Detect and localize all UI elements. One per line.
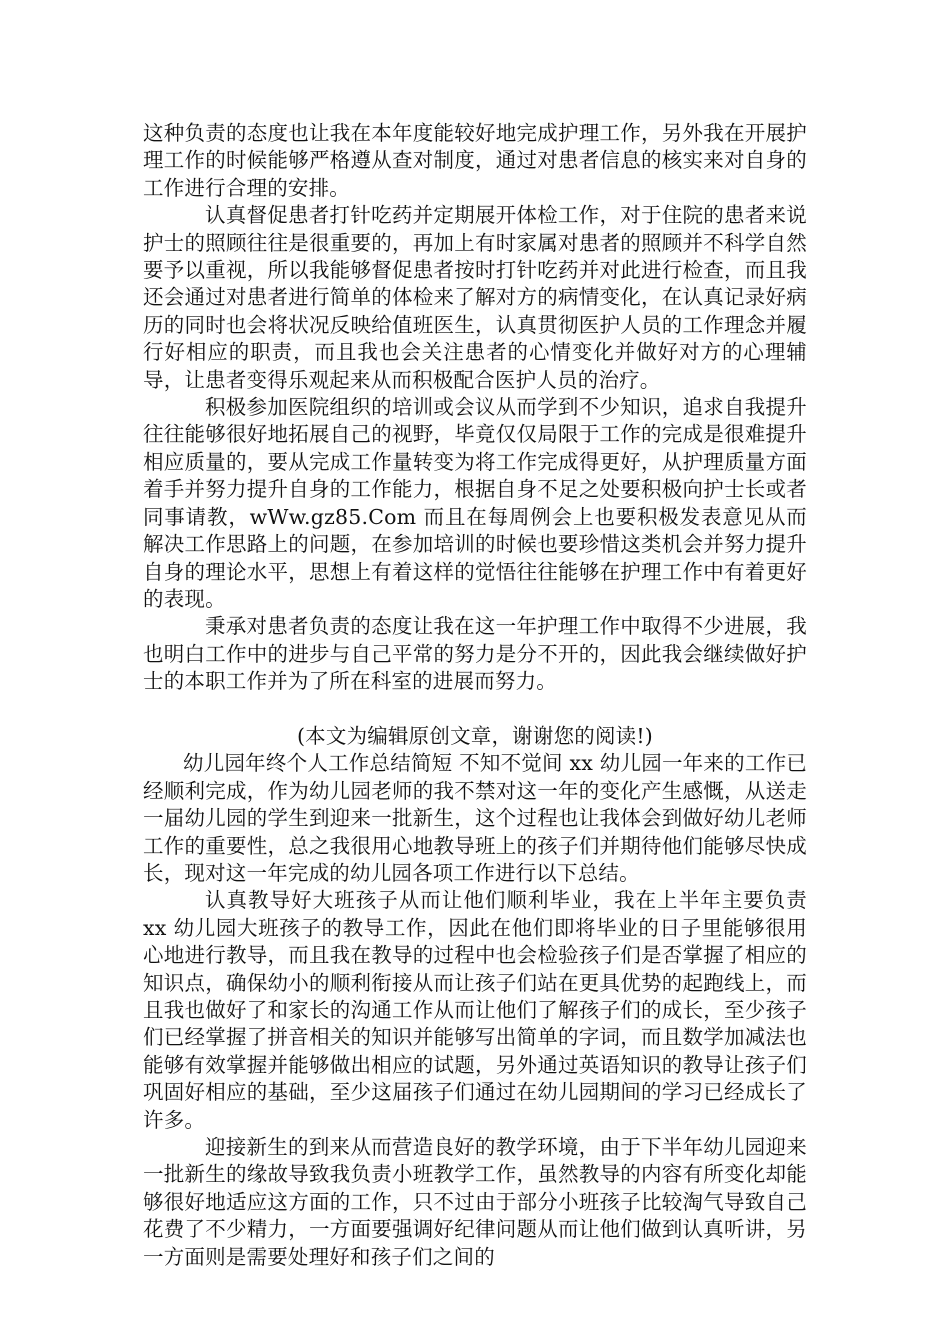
editor-note: (本文为编辑原创文章，谢谢您的阅读!) xyxy=(296,723,654,748)
paragraph: 秉承对患者负责的态度让我在这一年护理工作中取得不少进展，我也明白工作中的进步与自己平常的努力是分不开的，因此我会继续做好护士的本职工作并为了所在科室的进展而努力。 xyxy=(143,614,807,694)
paragraph: 这种负责的态度也让我在本年度能较好地完成护理工作，另外我在开展护理工作的时候能够严格遵从查对制度，通过对患者信息的核实来对自身的工作进行合理的安排。 xyxy=(143,121,807,200)
paragraph: 认真教导好大班孩子从而让他们顺利毕业，我在上半年主要负责 xx 幼儿园大班孩子的教导工作，因此在他们即将毕业的日子里能够很用心地进行教导，而且我在教导的过程中也会检验孩子们是否掌握了相应的知识点，确保幼小的顺利衔接从而让孩子们站在更具优势的起跑线上，而且我也做好了和家长的沟通工作从而让他们了解孩子们的成长，至少孩子们已经掌握了拼音相关的知识并能够写出简单的字词，而且数学加减法也能够有效掌握并能够做出相应的试题，另外通过英语知识的教导让孩子们巩固好相应的基础，至少这届孩子们通过在幼儿园期间的学习已经成长了许多。 xyxy=(143,888,807,1132)
paragraph: 积极参加医院组织的培训或会议从而学到不少知识，追求自我提升往往能够很好地拓展自己的视野，毕竟仅仅局限于工作的完成是很难提升相应质量的，要从完成工作量转变为将工作完成得更好，从护理质量方面着手并努力提升自身的工作能力，根据自身不足之处要积极向护士长或者同事请教，wWw.gz85.Com 而且在每周例会上也要积极发表意见从而解决工作思路上的问题，在参加培训的时候也要珍惜这类机会并努力提升自身的理论水平，思想上有着这样的觉悟往往能够在护理工作中有着更好的表现。 xyxy=(143,395,807,611)
paragraph: 认真督促患者打针吃药并定期展开体检工作，对于住院的患者来说护士的照顾往往是很重要的，再加上有时家属对患者的照顾并不科学自然要予以重视，所以我能够督促患者按时打针吃药并对此进行检查，而且我还会通过对患者进行简单的体检来了解对方的病情变化，在认真记录好病历的同时也会将状况反映给值班医生，认真贯彻医护人员的工作理念并履行好相应的职责，而且我也会关注患者的心情变化并做好对方的心理辅导，让患者变得乐观起来从而积极配合医护人员的治疗。 xyxy=(143,203,807,392)
blank-line xyxy=(143,696,807,723)
paragraph: 迎接新生的到来从而营造良好的教学环境，由于下半年幼儿园迎来一批新生的缘故导致我负责小班教学工作，虽然教导的内容有所变化却能够很好地适应这方面的工作，只不过由于部分小班孩子比较淘气导致自己花费了不少精力，一方面要强调好纪律问题从而让他们做到认真听讲，另一方面则是需要处理好和孩子们之间的 xyxy=(143,1135,807,1269)
document-body xyxy=(143,120,807,1271)
paragraph: 幼儿园年终个人工作总结简短 不知不觉间 xx 幼儿园一年来的工作已经顺利完成，作为幼儿园老师的我不禁对这一年的变化产生感慨，从送走一届幼儿园的学生到迎来一批新生，这个过程也让我体会到做好幼儿老师工作的重要性，总之我很用心地教导班上的孩子们并期待他们能够尽快成长，现对这一年完成的幼儿园各项工作进行以下总结。 xyxy=(143,751,807,885)
